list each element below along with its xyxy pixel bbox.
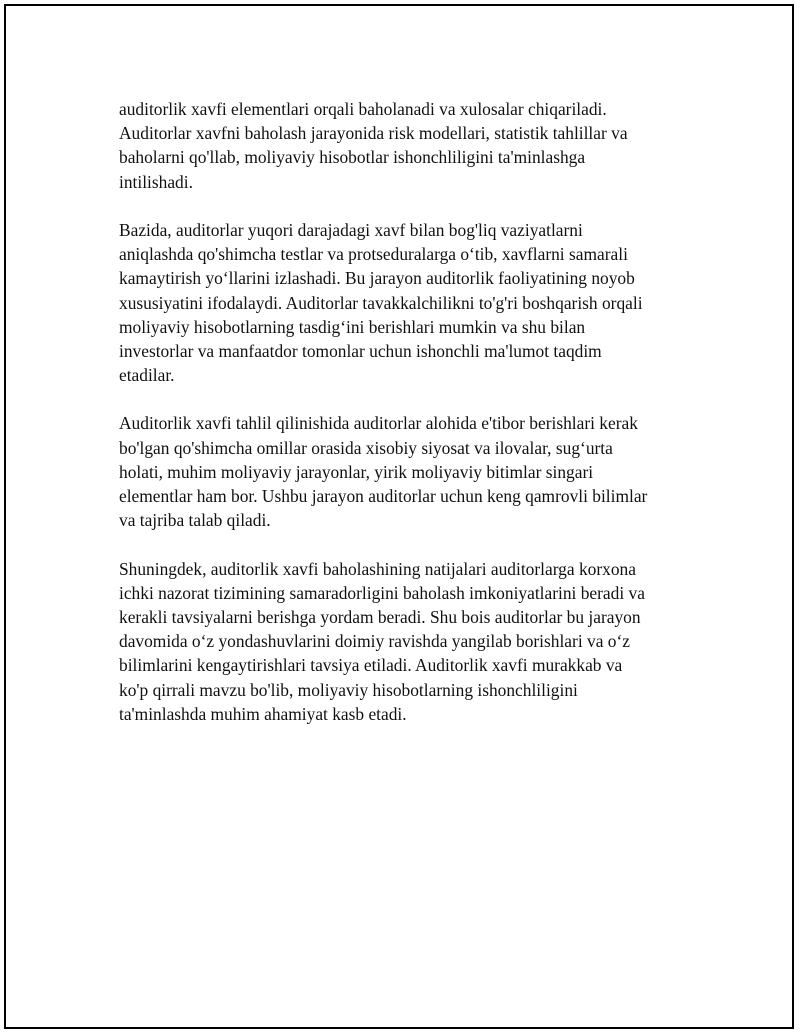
text-line: etadilar. xyxy=(119,365,175,386)
text-line: kerakli tavsiyalarni berishga yordam beradi. Shu bois auditorlar bu jarayon xyxy=(119,606,641,627)
text-line: Shuningdek, auditorlik xavfi baholashining natijalari auditorlarga korxona xyxy=(119,558,636,579)
text-line: elementlar ham bor. Ushbu jarayon auditorlar uchun keng qamrovli bilimlar xyxy=(119,486,648,506)
paragraph-4 xyxy=(119,557,699,726)
text-line: ta'minlashda muhim ahamiyat kasb etadi. xyxy=(119,703,407,724)
text-line: davomida o‘z yondashuvlarini doimiy ravishda yangilab borishlari va o‘z xyxy=(119,631,630,652)
document-body xyxy=(119,97,699,750)
paragraph-1 xyxy=(119,97,699,194)
text-line: moliyaviy hisobotlarning tasdig‘ini berishlari mumkin va shu bilan xyxy=(119,316,586,337)
text-line: auditorlik xavfi elementlari orqali baholanadi va xulosalar chiqariladi. xyxy=(119,99,607,119)
text-line: investorlar va manfaatdor tomonlar uchun ishonchli ma'lumot taqdim xyxy=(119,340,602,361)
text-line: baholarni qo'llab, moliyaviy hisobotlar ishonchliligini ta'minlashga xyxy=(119,147,586,168)
text-line: bilimlarini kengaytirishlari tavsiya etiladi. Auditorlik xavfi murakkab va xyxy=(119,655,623,676)
text-line: kamaytirish yo‘llarini izlashadi. Bu jarayon auditorlik faoliyatining noyob xyxy=(119,268,635,289)
page-frame xyxy=(4,4,794,1029)
text-line: Bazida, auditorlar yuqori darajadagi xavf bilan bog'liq vaziyatlarni xyxy=(119,219,583,240)
text-line: intilishadi. xyxy=(119,171,193,192)
text-line: bo'lgan qo'shimcha omillar orasida xisobiy siyosat va ilovalar, sug‘urta xyxy=(119,437,613,458)
text-line: va tajriba talab qiladi. xyxy=(119,510,271,531)
paragraph-3 xyxy=(119,411,699,532)
text-line: Auditorlik xavfi tahlil qilinishida auditorlar alohida e'tibor berishlari kerak xyxy=(119,413,638,434)
text-line: holati, muhim moliyaviy jarayonlar, yirik moliyaviy bitimlar singari xyxy=(119,461,594,482)
text-line: xususiyatini ifodalaydi. Auditorlar tavakkalchilikni to'g'ri boshqarish orqali xyxy=(119,292,643,313)
text-line: Auditorlar xavfni baholash jarayonida risk modellari, statistik tahlillar va xyxy=(119,123,628,144)
text-line: ko'p qirrali mavzu bo'lib, moliyaviy hisobotlarning ishonchliligini xyxy=(119,679,578,700)
paragraph-2 xyxy=(119,218,699,387)
text-line: ichki nazorat tizimining samaradorligini baholash imkoniyatlarini beradi va xyxy=(119,582,645,603)
text-line: aniqlashda qo'shimcha testlar va protseduralarga o‘tib, xavflarni samarali xyxy=(119,244,628,265)
